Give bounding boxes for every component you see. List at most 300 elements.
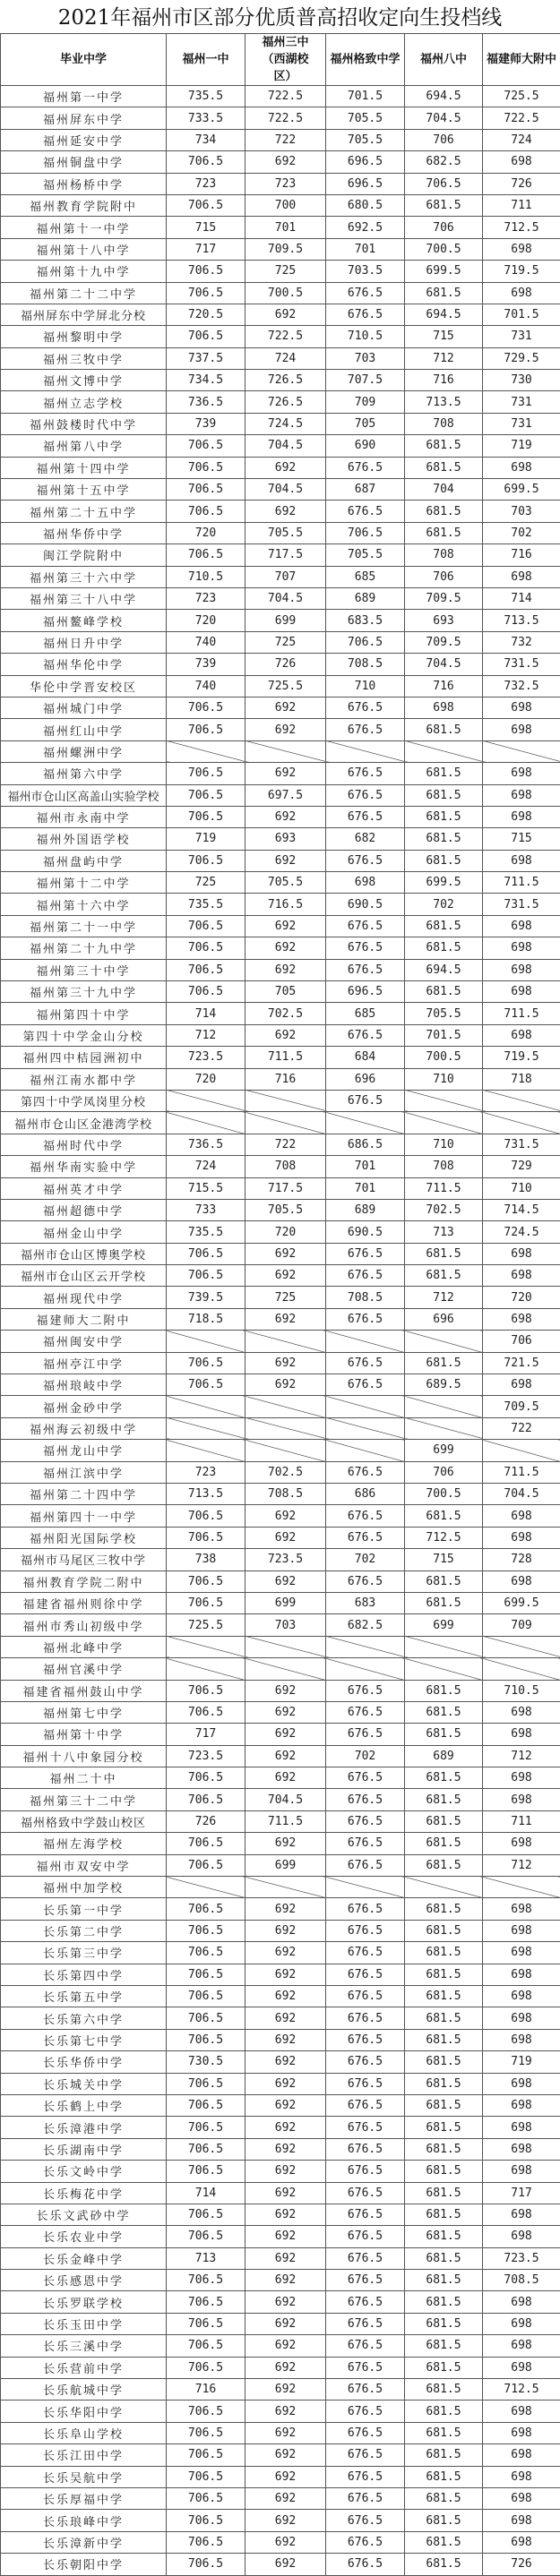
score-cell: 676.5 (326, 2291, 405, 2313)
score-cell: 676.5 (326, 2335, 405, 2357)
score-cell: 692 (246, 2401, 326, 2422)
score-cell: 708 (405, 413, 483, 434)
school-name-cell: 福州市仓山区金港湾学校 (1, 1112, 167, 1134)
score-cell: 740 (167, 631, 246, 653)
score-cell: 681.5 (405, 1570, 483, 1592)
score-cell: 706.5 (167, 1265, 246, 1287)
score-cell: 731 (483, 326, 560, 347)
score-cell: 704.5 (246, 587, 326, 609)
table-row (1, 2531, 560, 2553)
score-cell: 711.5 (246, 1810, 326, 1832)
school-name-cell: 长乐江田中学 (1, 2444, 167, 2466)
table-row (1, 763, 560, 784)
score-cell: 705.5 (246, 1199, 326, 1220)
score-cell: 712 (405, 1287, 483, 1308)
score-cell: 676.5 (326, 1920, 405, 1941)
table-row (1, 282, 560, 304)
school-name-cell: 长乐漳港中学 (1, 2117, 167, 2138)
table-row (1, 1505, 560, 1527)
score-cell: 676.5 (326, 2379, 405, 2401)
score-cell: 698 (483, 2401, 560, 2422)
score-cell: 704 (405, 479, 483, 501)
school-name-cell: 长乐华阳中学 (1, 2401, 167, 2422)
score-cell: 725.5 (483, 86, 560, 107)
school-name-cell: 华伦中学晋安校区 (1, 675, 167, 697)
table-row (1, 1877, 560, 1898)
score-cell: 698 (483, 2204, 560, 2225)
score-cell: 681.5 (405, 981, 483, 1003)
score-cell: 720 (167, 522, 246, 543)
table-row (1, 959, 560, 980)
school-name-cell: 福建省福州则徐中学 (1, 1592, 167, 1613)
score-cell: 692 (246, 1243, 326, 1264)
score-cell: 708.5 (326, 1287, 405, 1308)
table-row (1, 2182, 560, 2204)
score-cell: 676.5 (326, 2138, 405, 2160)
score-cell: 696 (326, 1068, 405, 1090)
score-cell: 724 (167, 1156, 246, 1177)
school-name-cell: 福州第二十一中学 (1, 915, 167, 937)
school-name-cell: 福州黎明中学 (1, 326, 167, 347)
score-cell: 684 (326, 1047, 405, 1068)
score-cell: 719 (483, 2051, 560, 2073)
score-cell: 706.5 (167, 544, 246, 566)
score-cell: 681.5 (405, 2313, 483, 2334)
score-cell (405, 1090, 483, 1111)
score-cell: 706 (483, 1331, 560, 1352)
score-cell: 692 (246, 151, 326, 173)
table-row (1, 217, 560, 238)
score-cell (167, 1112, 246, 1134)
school-name-cell: 福州市仓山区高盖山实验学校 (1, 784, 167, 806)
score-cell: 692 (246, 915, 326, 937)
score-cell: 681.5 (405, 1680, 483, 1701)
school-name-cell: 第四十中学凤岗里分校 (1, 1090, 167, 1111)
table-row (1, 435, 560, 457)
score-cell: 681.5 (405, 2487, 483, 2509)
score-cell: 704.5 (246, 479, 326, 501)
table-row (1, 1090, 560, 1111)
school-name-cell: 福州第四十中学 (1, 1003, 167, 1024)
score-cell: 706.5 (167, 2138, 246, 2160)
score-cell: 676.5 (326, 2247, 405, 2269)
school-name-cell: 福州金砂中学 (1, 1396, 167, 1417)
score-cell: 723 (167, 173, 246, 194)
score-cell: 676.5 (326, 1810, 405, 1832)
score-cell: 717 (483, 2182, 560, 2204)
score-cell: 681.5 (405, 2138, 483, 2160)
table-row (1, 828, 560, 850)
score-cell: 676.5 (326, 1854, 405, 1876)
score-cell (167, 1658, 246, 1680)
score-cell (167, 1331, 246, 1352)
score-cell: 676.5 (326, 1942, 405, 1964)
school-name-cell: 福州第三十八中学 (1, 587, 167, 609)
school-name-cell: 福州市马尾区三牧中学 (1, 1549, 167, 1570)
score-cell: 717.5 (246, 544, 326, 566)
score-cell: 725 (167, 872, 246, 894)
score-cell: 676.5 (326, 784, 405, 806)
score-cell: 681.5 (405, 1701, 483, 1723)
score-cell: 681.5 (405, 806, 483, 827)
score-cell: 676.5 (326, 1024, 405, 1046)
score-cell: 702.5 (246, 1003, 326, 1024)
score-cell: 681.5 (405, 2401, 483, 2422)
score-cell: 692 (246, 1920, 326, 1941)
table-row (1, 850, 560, 871)
score-cell: 681.5 (405, 2531, 483, 2553)
score-cell: 697.5 (246, 784, 326, 806)
school-name-cell: 福州市永南中学 (1, 806, 167, 827)
score-cell (167, 1090, 246, 1111)
score-cell: 692 (246, 2313, 326, 2334)
score-cell: 713 (405, 1221, 483, 1243)
score-cell: 699.5 (483, 479, 560, 501)
score-cell: 692 (246, 2510, 326, 2531)
score-cell: 681.5 (405, 2422, 483, 2443)
score-cell: 706.5 (167, 1942, 246, 1964)
table-row (1, 2204, 560, 2225)
score-cell: 686 (326, 1484, 405, 1505)
score-cell: 701 (246, 217, 326, 238)
score-cell: 681.5 (405, 282, 483, 304)
score-cell: 706.5 (167, 1352, 246, 1374)
score-cell: 716 (405, 675, 483, 697)
score-cell: 692 (246, 2335, 326, 2357)
score-cell: 681.5 (405, 1985, 483, 2007)
score-cell: 676.5 (326, 1527, 405, 1548)
score-cell: 698 (483, 1964, 560, 1985)
score-cell: 719 (483, 435, 560, 457)
score-cell (405, 1112, 483, 1134)
score-cell: 681.5 (405, 2117, 483, 2138)
score-cell: 706.5 (167, 2487, 246, 2509)
school-name-cell: 福州第七中学 (1, 1701, 167, 1723)
score-cell: 690 (326, 435, 405, 457)
score-cell: 726 (167, 1810, 246, 1832)
score-cell: 712 (483, 1745, 560, 1767)
score-cell: 681.5 (405, 937, 483, 959)
table-row (1, 347, 560, 369)
score-cell: 698 (483, 915, 560, 937)
score-cell (483, 1090, 560, 1111)
score-cell: 676.5 (326, 2051, 405, 2073)
score-cell: 706.5 (167, 2422, 246, 2443)
score-cell: 714.5 (483, 1199, 560, 1220)
school-name-cell: 福州第二十九中学 (1, 937, 167, 959)
score-cell: 726 (483, 2554, 560, 2575)
score-cell: 710.5 (483, 1680, 560, 1701)
table-row (1, 522, 560, 543)
table-row (1, 610, 560, 631)
score-cell (326, 1877, 405, 1898)
score-cell: 712.5 (483, 217, 560, 238)
table-row (1, 894, 560, 915)
table-row (1, 1352, 560, 1374)
school-name-cell: 福州格致中学鼓山校区 (1, 1810, 167, 1832)
score-cell: 698 (483, 1024, 560, 1046)
table-row (1, 2335, 560, 2357)
table-row (1, 631, 560, 653)
score-cell: 692 (246, 1942, 326, 1964)
score-cell: 698 (483, 1308, 560, 1330)
score-cell: 692 (246, 2161, 326, 2182)
score-cell: 694.5 (405, 86, 483, 107)
score-cell (405, 740, 483, 762)
school-name-cell: 长乐第七中学 (1, 2029, 167, 2050)
score-cell: 692 (246, 1985, 326, 2007)
score-cell: 676.5 (326, 1985, 405, 2007)
score-cell: 698 (483, 2335, 560, 2357)
score-cell: 676.5 (326, 1833, 405, 1854)
table-row (1, 1942, 560, 1964)
score-cell: 706.5 (167, 2554, 246, 2575)
table-row (1, 1461, 560, 1483)
score-cell: 723.5 (246, 1549, 326, 1570)
table-row (1, 872, 560, 894)
table-row (1, 2313, 560, 2334)
score-cell: 698 (483, 2422, 560, 2443)
score-cell: 715 (167, 217, 246, 238)
score-cell: 681.5 (405, 1964, 483, 1985)
score-cell: 698 (483, 784, 560, 806)
score-cell: 716 (167, 2379, 246, 2401)
school-name-cell: 福州螺洲中学 (1, 740, 167, 762)
score-cell: 676.5 (326, 1789, 405, 1810)
school-name-cell: 福州三牧中学 (1, 347, 167, 369)
score-cell: 713 (167, 2247, 246, 2269)
school-name-cell: 福州第三十中学 (1, 959, 167, 980)
score-cell: 706.5 (167, 194, 246, 216)
score-cell: 723 (246, 173, 326, 194)
score-cell: 698 (483, 2510, 560, 2531)
score-cell: 706.5 (167, 2204, 246, 2225)
score-cell: 726 (246, 654, 326, 675)
score-cell: 692 (246, 304, 326, 325)
score-cell: 706.5 (167, 2335, 246, 2357)
table-row (1, 194, 560, 216)
score-cell: 702.5 (405, 1199, 483, 1220)
score-cell: 698 (483, 2487, 560, 2509)
score-cell: 694.5 (405, 304, 483, 325)
score-cell: 676.5 (326, 2401, 405, 2422)
score-cell: 692 (246, 697, 326, 718)
score-cell: 723.5 (483, 2247, 560, 2269)
score-cell: 689 (326, 587, 405, 609)
score-cell: 738 (167, 1549, 246, 1570)
score-cell (405, 1636, 483, 1657)
school-name-cell: 福州江南水都中学 (1, 1068, 167, 1090)
score-cell: 676.5 (326, 1964, 405, 1985)
score-cell: 692 (246, 2117, 326, 2138)
score-cell: 676.5 (326, 2554, 405, 2575)
score-cell: 728 (483, 1549, 560, 1570)
table-row (1, 2117, 560, 2138)
score-cell: 681.5 (405, 1505, 483, 1527)
school-name-cell: 福州华伦中学 (1, 654, 167, 675)
table-row (1, 1854, 560, 1876)
score-cell: 676.5 (326, 937, 405, 959)
score-cell (246, 740, 326, 762)
score-cell: 718.5 (167, 1308, 246, 1330)
score-cell: 735.5 (167, 894, 246, 915)
score-cell: 681.5 (405, 2335, 483, 2357)
score-cell: 681.5 (405, 2554, 483, 2575)
school-name-cell: 福州江滨中学 (1, 1461, 167, 1483)
school-name-cell: 福州屏东中学屏北分校 (1, 304, 167, 325)
table-row (1, 1374, 560, 1396)
score-cell: 676.5 (326, 2094, 405, 2116)
score-cell: 692 (246, 501, 326, 522)
table-row (1, 719, 560, 740)
school-name-cell: 福州中加学校 (1, 1877, 167, 1898)
score-cell: 681.5 (405, 1898, 483, 1920)
score-cell: 681.5 (405, 1243, 483, 1264)
score-cell: 706.5 (167, 719, 246, 740)
score-cell: 692 (246, 1964, 326, 1985)
col-header-graduating-school: 毕业中学 (1, 34, 167, 86)
school-name-cell: 福州市仓山区云开学校 (1, 1265, 167, 1287)
score-cell: 739 (167, 413, 246, 434)
score-cell: 700.5 (405, 1047, 483, 1068)
score-cell: 739.5 (167, 1287, 246, 1308)
table-row (1, 129, 560, 150)
score-cell: 698 (483, 1985, 560, 2007)
score-cell: 689 (405, 1745, 483, 1767)
score-cell (167, 1440, 246, 1461)
score-cell: 706.5 (167, 2073, 246, 2094)
score-cell: 722.5 (246, 86, 326, 107)
score-cell: 698 (483, 806, 560, 827)
score-cell: 724 (246, 347, 326, 369)
score-cell: 676.5 (326, 763, 405, 784)
school-name-cell: 长乐感恩中学 (1, 2270, 167, 2291)
score-cell (246, 1417, 326, 1439)
score-cell: 692 (246, 2357, 326, 2378)
school-name-cell: 长乐鹤上中学 (1, 2094, 167, 2116)
score-cell (167, 1636, 246, 1657)
score-cell: 681.5 (405, 2291, 483, 2313)
score-cell: 716 (483, 544, 560, 566)
score-cell (326, 1636, 405, 1657)
school-name-cell: 长乐第四中学 (1, 1964, 167, 1985)
score-cell: 692 (246, 2138, 326, 2160)
score-cell: 706 (405, 129, 483, 150)
score-cell (246, 1636, 326, 1657)
table-row (1, 2073, 560, 2094)
score-cell: 701 (326, 1177, 405, 1199)
score-cell: 698 (483, 1724, 560, 1745)
score-cell: 704.5 (405, 107, 483, 129)
score-cell: 706.5 (167, 937, 246, 959)
score-cell: 676.5 (326, 304, 405, 325)
score-cell: 681.5 (405, 719, 483, 740)
score-cell: 698 (483, 457, 560, 478)
school-name-cell: 长乐琅峰中学 (1, 2510, 167, 2531)
score-cell: 698 (483, 2007, 560, 2029)
score-cell: 714 (167, 1003, 246, 1024)
table-row (1, 1789, 560, 1810)
school-name-cell: 福州琅岐中学 (1, 1374, 167, 1396)
score-cell: 692 (246, 1570, 326, 1592)
score-cell: 698 (405, 697, 483, 718)
score-cell: 731 (483, 391, 560, 413)
table-row (1, 2247, 560, 2269)
score-cell (167, 1877, 246, 1898)
score-cell: 719.5 (483, 1047, 560, 1068)
score-cell: 725.5 (246, 675, 326, 697)
score-cell: 681.5 (405, 850, 483, 871)
score-cell: 698 (483, 1942, 560, 1964)
score-cell: 690.5 (326, 1221, 405, 1243)
school-name-cell: 福州华南实验中学 (1, 1156, 167, 1177)
school-name-cell: 福州立志学校 (1, 391, 167, 413)
table-row (1, 1964, 560, 1985)
table-body (1, 86, 560, 2576)
score-cell: 692 (246, 1833, 326, 1854)
score-cell: 706.5 (167, 1898, 246, 1920)
score-cell: 682.5 (326, 1614, 405, 1636)
score-cell (483, 1440, 560, 1461)
score-cell: 723 (167, 1461, 246, 1483)
table-row (1, 238, 560, 260)
score-cell: 706 (405, 566, 483, 587)
score-cell: 681.5 (405, 1592, 483, 1613)
score-cell (405, 1877, 483, 1898)
score-cell: 708.5 (246, 1484, 326, 1505)
school-name-cell: 长乐华侨中学 (1, 2051, 167, 2073)
school-name-cell: 福州盘屿中学 (1, 850, 167, 871)
school-name-cell: 长乐第一中学 (1, 1898, 167, 1920)
score-cell (246, 1396, 326, 1417)
school-name-cell: 福建省福州鼓山中学 (1, 1680, 167, 1701)
score-cell: 705.5 (326, 107, 405, 129)
score-cell: 715.5 (167, 1177, 246, 1199)
school-name-cell: 长乐罗联学校 (1, 2291, 167, 2313)
score-cell: 706.5 (167, 1592, 246, 1613)
score-cell: 723.5 (167, 1047, 246, 1068)
score-cell: 698 (483, 1374, 560, 1396)
table-row (1, 2094, 560, 2116)
score-cell: 681.5 (405, 501, 483, 522)
score-cell: 698 (483, 1527, 560, 1548)
score-cell: 702 (326, 1549, 405, 1570)
score-cell: 708 (405, 1156, 483, 1177)
score-cell: 681.5 (405, 1810, 483, 1832)
score-cell: 706.5 (167, 2226, 246, 2247)
score-cell: 706.5 (167, 1505, 246, 1527)
score-cell: 692 (246, 2094, 326, 2116)
score-cell: 706.5 (167, 1789, 246, 1810)
score-cell: 692 (246, 1374, 326, 1396)
score-cell: 692 (246, 2270, 326, 2291)
table-row (1, 1833, 560, 1854)
score-cell: 729.5 (483, 347, 560, 369)
score-cell: 676.5 (326, 2029, 405, 2050)
score-cell: 692 (246, 806, 326, 827)
school-name-cell: 长乐吴航中学 (1, 2466, 167, 2487)
score-cell: 676.5 (326, 501, 405, 522)
score-cell: 692 (246, 2182, 326, 2204)
score-cell: 692 (246, 2226, 326, 2247)
school-name-cell: 福州英才中学 (1, 1177, 167, 1199)
table-row (1, 261, 560, 282)
score-cell: 732.5 (483, 675, 560, 697)
score-cell: 724.5 (483, 1221, 560, 1243)
school-name-cell: 福州鼓楼时代中学 (1, 413, 167, 434)
score-cell: 711 (483, 194, 560, 216)
score-cell: 698 (483, 1833, 560, 1854)
